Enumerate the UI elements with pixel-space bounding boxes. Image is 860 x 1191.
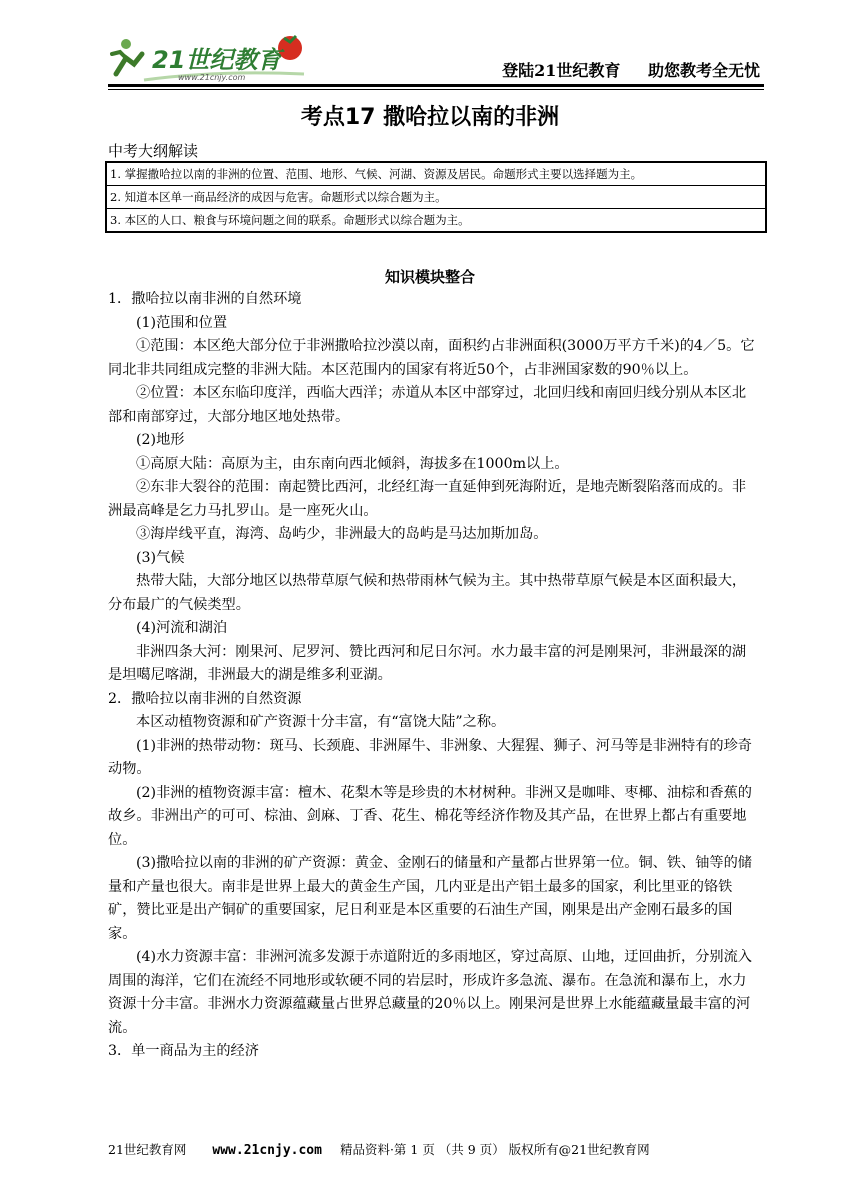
heading-3: 3．单一商品为主的经济 <box>108 1043 259 1059</box>
heading-1: 1．撒哈拉以南非洲的自然环境 <box>108 291 302 307</box>
logo-text: 21世纪教育 <box>152 46 282 74</box>
section-title: 知识模块整合 <box>384 268 475 286</box>
slogan-left: 登陆21世纪教育 <box>502 61 621 80</box>
paragraph: ①高原大陆：高原为主，由东南向西北倾斜，海拔多在1000m以上。 <box>136 455 569 472</box>
subheading: (3)气候 <box>136 549 185 566</box>
paragraph: (4)水力资源丰富：非洲河流多发源于赤道附近的多雨地区，穿过高原、山地，迂回曲折，分别流入周围的海洋，它们在流经不同地形或软硬不同的岩层时，形成许多急流、瀑布。在急流和瀑布上，水力资源十分丰富。非洲水力资源蕴藏量占世界总藏量的20％以上。刚果河是世界上水能蕴藏量最丰富的河流。 <box>108 949 752 1036</box>
header-divider <box>108 84 764 87</box>
subheading: (1)范围和位置 <box>136 314 228 331</box>
logo-url: www.21cnjy.com <box>178 73 246 82</box>
paragraph: 非洲四条大河：刚果河、尼罗河、赞比西河和尼日尔河。水力最丰富的河是刚果河，非洲最深的湖是坦噶尼喀湖，非洲最大的湖是维多利亚湖。 <box>108 643 747 683</box>
paragraph: (2)非洲的植物资源丰富：檀木、花梨木等是珍贵的木材树种。非洲又是咖啡、枣椰、油棕和香蕉的故乡。非洲出产的可可、棕油、剑麻、丁香、花生、棉花等经济作物及其产品，在世界上都占有重要地位。 <box>108 784 752 848</box>
syllabus-label: 中考大纲解读 <box>108 142 199 160</box>
paragraph: ①范围：本区绝大部分位于非洲撒哈拉沙漠以南，面积约占非洲面积(3000万平方千米)的4／5。它同北非共同组成完整的非洲大陆。本区范围内的国家有将近50个，占非洲国家数的90％以上。 <box>108 338 755 378</box>
syllabus-box <box>105 161 767 233</box>
paragraph: 热带大陆，大部分地区以热带草原气候和热带雨林气候为主。其中热带草原气候是本区面积最大，分布最广的气候类型。 <box>108 573 747 613</box>
footer-site: 21世纪教育网 <box>108 1142 187 1157</box>
paragraph: ②东非大裂谷的范围：南起赞比西河，北经红海一直延伸到死海附近，是地壳断裂陷落而成的。非洲最高峰是乞力马扎罗山。是一座死火山。 <box>108 479 747 519</box>
paragraph: ②位置：本区东临印度洋，西临大西洋；赤道从本区中部穿过，北回归线和南回归线分别从本区北部和南部穿过，大部分地区地处热带。 <box>108 385 747 425</box>
syllabus-item: 1. 掌握撒哈拉以南的非洲的位置、范围、地形、气候、河湖、资源及居民。命题形式主要以选择题为主。 <box>107 163 765 186</box>
subheading: (2)地形 <box>136 432 185 448</box>
paragraph: 本区动植物资源和矿产资源十分丰富，有“富饶大陆”之称。 <box>136 714 506 730</box>
heading-2: 2．撒哈拉以南非洲的自然资源 <box>108 690 302 707</box>
content-body <box>108 288 758 1064</box>
slogan-right: 助您教考全无忧 <box>647 61 760 80</box>
logo <box>108 30 308 86</box>
paragraph: ③海岸线平直，海湾、岛屿少，非洲最大的岛屿是马达加斯加岛。 <box>136 526 548 542</box>
page-footer <box>108 1140 650 1158</box>
paragraph: (1)非洲的热带动物：斑马、长颈鹿、非洲犀牛、非洲象、大猩猩、狮子、河马等是非洲特有的珍奇动物。 <box>108 737 752 777</box>
logo-graphic-icon <box>108 30 308 86</box>
footer-url[interactable]: www.21cnjy.com <box>212 1143 322 1158</box>
header-slogan <box>480 58 760 81</box>
header-divider-thin <box>108 89 764 90</box>
subheading: (4)河流和湖泊 <box>136 620 228 636</box>
footer-info: 精品资料·第 1 页 （共 9 页） 版权所有@21世纪教育网 <box>339 1142 650 1157</box>
syllabus-item: 3. 本区的人口、粮食与环境问题之间的联系。命题形式以综合题为主。 <box>110 213 470 227</box>
page-title: 考点17 撒哈拉以南的非洲 <box>300 105 560 130</box>
syllabus-item: 2. 知道本区单一商品经济的成因与危害。命题形式以综合题为主。 <box>107 186 765 209</box>
paragraph: (3)撒哈拉以南的非洲的矿产资源：黄金、金刚石的储量和产量都占世界第一位。铜、铁、铀等的储量和产量也很大。南非是世界上最大的黄金生产国，几内亚是出产铝土最多的国家，利比里亚的铬铁矿，赞比亚是出产铜矿的重要国家，尼日利亚是本区重要的石油生产国，刚果是出产金刚石最多的国家。 <box>108 855 752 942</box>
